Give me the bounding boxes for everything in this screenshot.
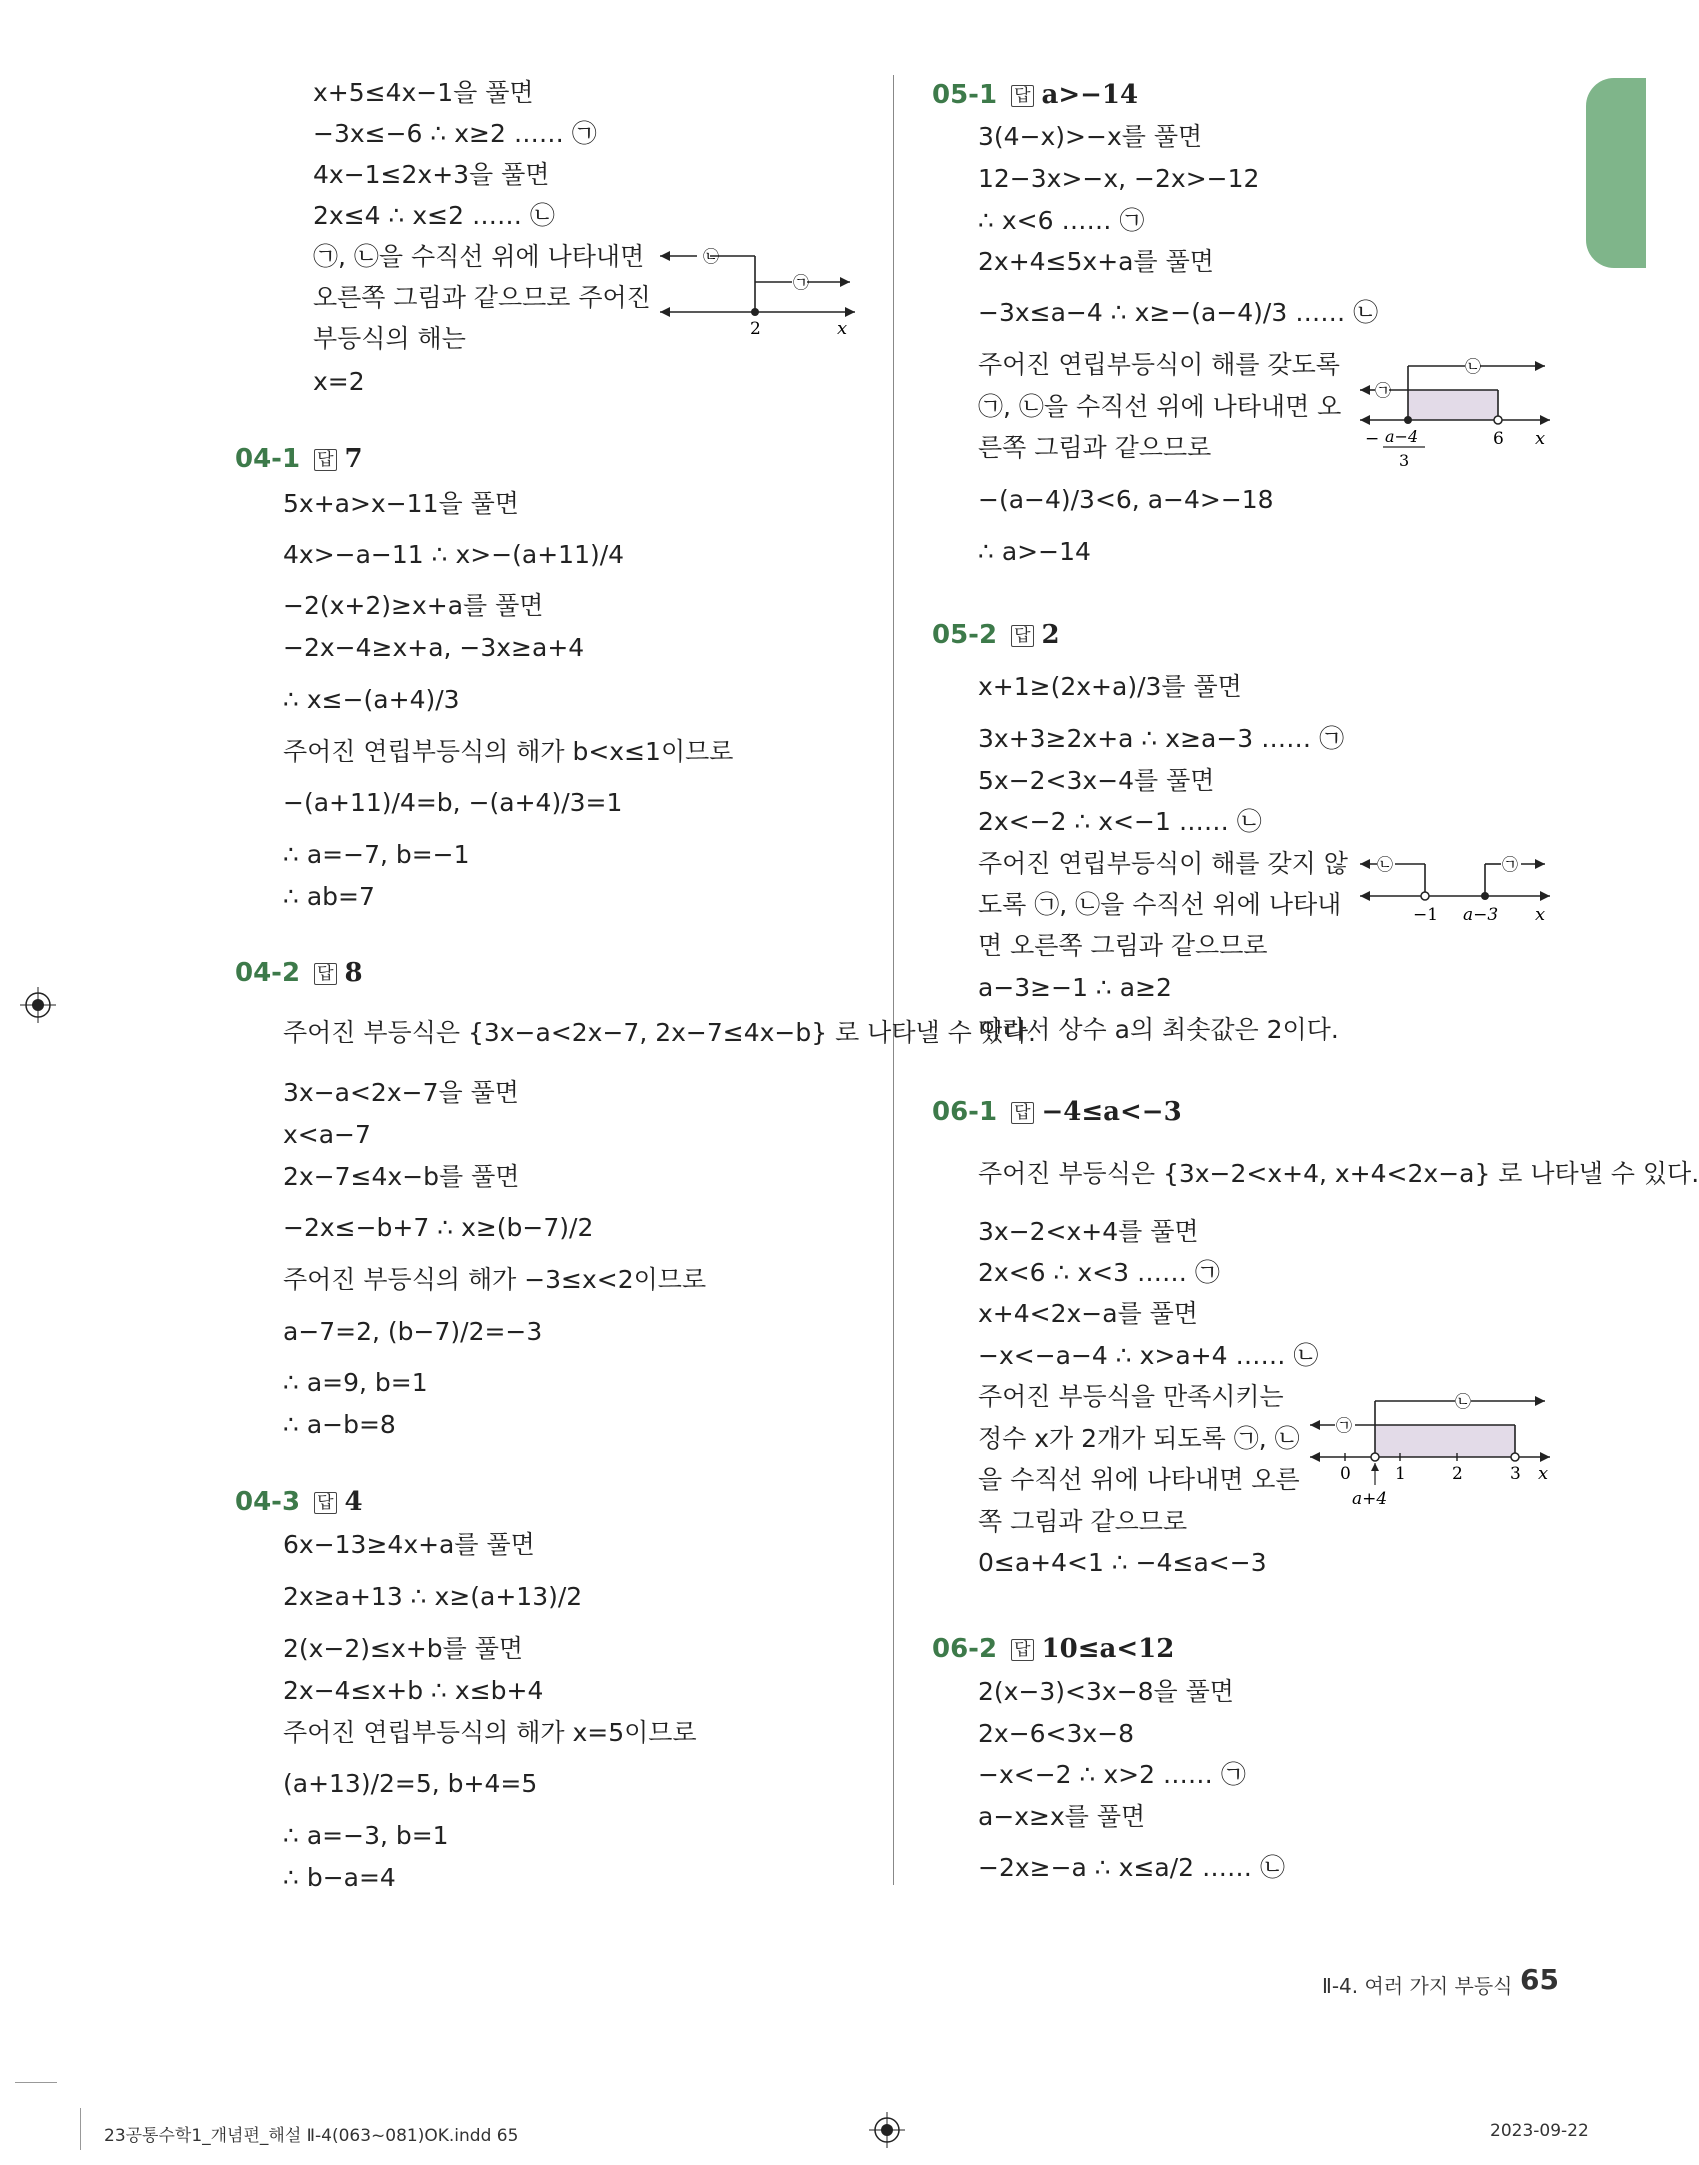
text-line: 주어진 부등식의 해가 −3≤x<2이므로 [283, 1265, 707, 1294]
text-line: 주어진 연립부등식의 해가 b<x≤1이므로 [283, 737, 734, 766]
text-line: ∴ a>−14 [978, 537, 1091, 566]
axis-label: x [1538, 1463, 1549, 1484]
text-line: a−x≥x를 풀면 [978, 1802, 1146, 1831]
text-line: −2x≥−a ∴ x≤a/2 …… ㉡ [978, 1853, 1285, 1882]
problem-number: 06-2 [932, 1634, 998, 1664]
text-line: 도록 ㉠, ㉡을 수직선 위에 나타내 [978, 890, 1342, 919]
text-line: 3x−2<x+4를 풀면 [978, 1217, 1199, 1246]
text-line: 2x<−2 ∴ x<−1 …… ㉡ [978, 807, 1262, 836]
problem-04-3-header [235, 1487, 363, 1517]
number-line-figure-3 [1355, 848, 1555, 928]
text-line: −x<−a−4 ∴ x>a+4 …… ㉡ [978, 1341, 1319, 1370]
registration-mark-icon [867, 2110, 907, 2150]
text-line: 주어진 부등식은 {3x−2<x+4, x+4<2x−a} 로 나타낼 수 있다. [978, 1159, 1699, 1188]
text-line: 른쪽 그림과 같으므로 [978, 433, 1212, 462]
chapter-tab [1586, 78, 1646, 268]
tick-label: 3 [1510, 1464, 1521, 1484]
text-line: x<a−7 [283, 1120, 371, 1149]
text-line: −3x≤a−4 ∴ x≥−(a−4)/3 …… ㉡ [978, 298, 1379, 327]
answer-label: 답 [1011, 1102, 1033, 1124]
text-line: 3(4−x)>−x를 풀면 [978, 122, 1203, 151]
number-line-figure-1 [655, 240, 865, 340]
text-line: 2x≥a+13 ∴ x≥(a+13)/2 [283, 1582, 583, 1611]
text-line: 6x−13≥4x+a를 풀면 [283, 1530, 535, 1559]
text-line: 12−3x>−x, −2x>−12 [978, 164, 1260, 193]
print-date: 2023-09-22 [1490, 2121, 1589, 2141]
problem-number: 04-2 [235, 958, 301, 988]
answer: 4 [344, 1487, 363, 1517]
answer: 10≤a<12 [1041, 1634, 1175, 1664]
axis-label: x [1535, 904, 1546, 925]
text-line: 부등식의 해는 [313, 324, 466, 353]
text-line: 2x−7≤4x−b를 풀면 [283, 1162, 520, 1191]
tick-label: 1 [1395, 1464, 1406, 1484]
answer-label: 답 [314, 449, 336, 471]
problem-number: 06-1 [932, 1097, 998, 1127]
problem-number: 05-2 [932, 620, 998, 650]
page-number: 65 [1520, 1963, 1559, 1996]
axis-label: x [1535, 428, 1546, 449]
text-line: ∴ x≤−(a+4)/3 [283, 685, 460, 714]
text-line: 0≤a+4<1 ∴ −4≤a<−3 [978, 1548, 1267, 1577]
text-line: ∴ a=−3, b=1 [283, 1821, 449, 1850]
text-line: ㉠, ㉡을 수직선 위에 나타내면 오 [978, 392, 1342, 421]
problem-05-2-header [932, 620, 1060, 650]
text-line: 4x>−a−11 ∴ x>−(a+11)/4 [283, 540, 625, 569]
label-circle-1: ㉠ [1375, 381, 1392, 400]
answer-label: 답 [314, 1492, 336, 1514]
tick-label: 0 [1340, 1464, 1351, 1484]
tick-label: a−3 [1463, 905, 1499, 925]
text-line: 4x−1≤2x+3을 풀면 [313, 160, 550, 189]
text-line: x+5≤4x−1을 풀면 [313, 78, 534, 107]
text-line: ∴ x<6 …… ㉠ [978, 206, 1145, 235]
text-line: ∴ a=−7, b=−1 [283, 840, 470, 869]
label-circle-1: ㉠ [793, 273, 810, 292]
text-line: 따라서 상수 a의 최솟값은 2이다. [978, 1015, 1339, 1044]
problem-number: 05-1 [932, 80, 998, 110]
tick-label: 2 [750, 319, 761, 339]
text-line: 2(x−3)<3x−8을 풀면 [978, 1677, 1234, 1706]
answer: 8 [344, 958, 363, 988]
text-line: −2x≤−b+7 ∴ x≥(b−7)/2 [283, 1213, 594, 1242]
text-line: (a+13)/2=5, b+4=5 [283, 1769, 538, 1798]
trim-mark [80, 2108, 81, 2150]
text-line: x+4<2x−a를 풀면 [978, 1299, 1198, 1328]
text-line: x=2 [313, 367, 365, 396]
chapter-label: Ⅱ-4. 여러 가지 부등식 [1322, 1974, 1513, 1998]
text-line: 3x−a<2x−7을 풀면 [283, 1078, 519, 1107]
text-line: −(a+11)/4=b, −(a+4)/3=1 [283, 788, 623, 817]
problem-number: 04-1 [235, 444, 301, 474]
text-line: 주어진 연립부등식이 해를 갖지 않 [978, 849, 1348, 878]
problem-04-1-header [235, 444, 363, 474]
trim-mark [15, 2082, 57, 2083]
column-divider [893, 75, 894, 1885]
text-line: −3x≤−6 ∴ x≥2 …… ㉠ [313, 119, 597, 148]
text-line: 오른쪽 그림과 같으므로 주어진 [313, 283, 651, 312]
text-line: 면 오른쪽 그림과 같으므로 [978, 931, 1268, 960]
label-circle-2: ㉡ [1377, 855, 1394, 874]
label-circle-1: ㉠ [1336, 1416, 1353, 1435]
file-name: 23공통수학1_개념편_해설 Ⅱ-4(063~081)OK.indd 65 [104, 2126, 519, 2146]
answer-label: 답 [314, 963, 336, 985]
problem-06-2-header [932, 1634, 1174, 1664]
text-line: 쪽 그림과 같으므로 [978, 1507, 1188, 1536]
text-line: a−3≥−1 ∴ a≥2 [978, 973, 1172, 1002]
text-line: 주어진 연립부등식의 해가 x=5이므로 [283, 1718, 697, 1747]
answer-label: 답 [1011, 1639, 1033, 1661]
text-line: 주어진 연립부등식이 해를 갖도록 [978, 350, 1340, 379]
tick-label: −1 [1413, 905, 1439, 925]
text-line: −2x−4≥x+a, −3x≥a+4 [283, 633, 585, 662]
label-circle-1: ㉠ [1502, 855, 1519, 874]
text-line: ∴ b−a=4 [283, 1863, 396, 1892]
label-circle-2: ㉡ [1455, 1392, 1472, 1411]
text-line: 을 수직선 위에 나타내면 오른 [978, 1465, 1300, 1494]
axis-label: x [837, 318, 848, 339]
text-line: ∴ a=9, b=1 [283, 1368, 428, 1397]
text-line: 주어진 부등식을 만족시키는 [978, 1382, 1284, 1411]
answer: −4≤a<−3 [1041, 1097, 1182, 1127]
answer: a>−14 [1041, 80, 1139, 110]
problem-05-1-header [932, 80, 1138, 110]
text-line: ∴ a−b=8 [283, 1410, 396, 1439]
problem-06-1-header [932, 1097, 1182, 1127]
tick-label: 2 [1452, 1464, 1463, 1484]
text-line: 주어진 부등식은 {3x−a<2x−7, 2x−7≤4x−b} 로 나타낼 수 있다. [283, 1018, 1036, 1047]
label-circle-2: ㉡ [703, 247, 720, 266]
text-line: 정수 x가 2개가 되도록 ㉠, ㉡ [978, 1424, 1300, 1453]
text-line: 2x<6 ∴ x<3 …… ㉠ [978, 1258, 1220, 1287]
text-line: a−7=2, (b−7)/2=−3 [283, 1317, 543, 1346]
text-line: 3x+3≥2x+a ∴ x≥a−3 …… ㉠ [978, 724, 1345, 753]
text-line: ㉠, ㉡을 수직선 위에 나타내면 [313, 242, 645, 271]
text-line: ∴ ab=7 [283, 882, 375, 911]
text-line: −(a−4)/3<6, a−4>−18 [978, 485, 1274, 514]
number-line-figure-4 [1305, 1385, 1555, 1510]
text-line: 5x−2<3x−4를 풀면 [978, 766, 1215, 795]
answer-label: 답 [1011, 625, 1033, 647]
text-line: 5x+a>x−11을 풀면 [283, 489, 519, 518]
tick-label: 3 [1399, 451, 1410, 470]
tick-label: a−4 [1385, 427, 1419, 446]
text-line: 2x≤4 ∴ x≤2 …… ㉡ [313, 201, 555, 230]
problem-04-2-header [235, 958, 363, 988]
tick-label: 6 [1493, 429, 1504, 449]
text-line: 2(x−2)≤x+b를 풀면 [283, 1634, 524, 1663]
registration-mark-icon [18, 985, 58, 1025]
answer-label: 답 [1011, 85, 1033, 107]
tick-label: a+4 [1352, 1489, 1388, 1509]
answer: 2 [1041, 620, 1060, 650]
text-line: 2x+4≤5x+a를 풀면 [978, 247, 1214, 276]
text-line: −2(x+2)≥x+a를 풀면 [283, 591, 544, 620]
text-line: 2x−4≤x+b ∴ x≤b+4 [283, 1676, 544, 1705]
number-line-figure-2 [1355, 350, 1555, 475]
text-line: x+1≥(2x+a)/3를 풀면 [978, 672, 1242, 701]
tick-label: − [1365, 429, 1380, 449]
label-circle-2: ㉡ [1465, 357, 1482, 376]
answer: 7 [344, 444, 363, 474]
text-line: −x<−2 ∴ x>2 …… ㉠ [978, 1760, 1246, 1789]
problem-number: 04-3 [235, 1487, 301, 1517]
text-line: 2x−6<3x−8 [978, 1719, 1135, 1748]
